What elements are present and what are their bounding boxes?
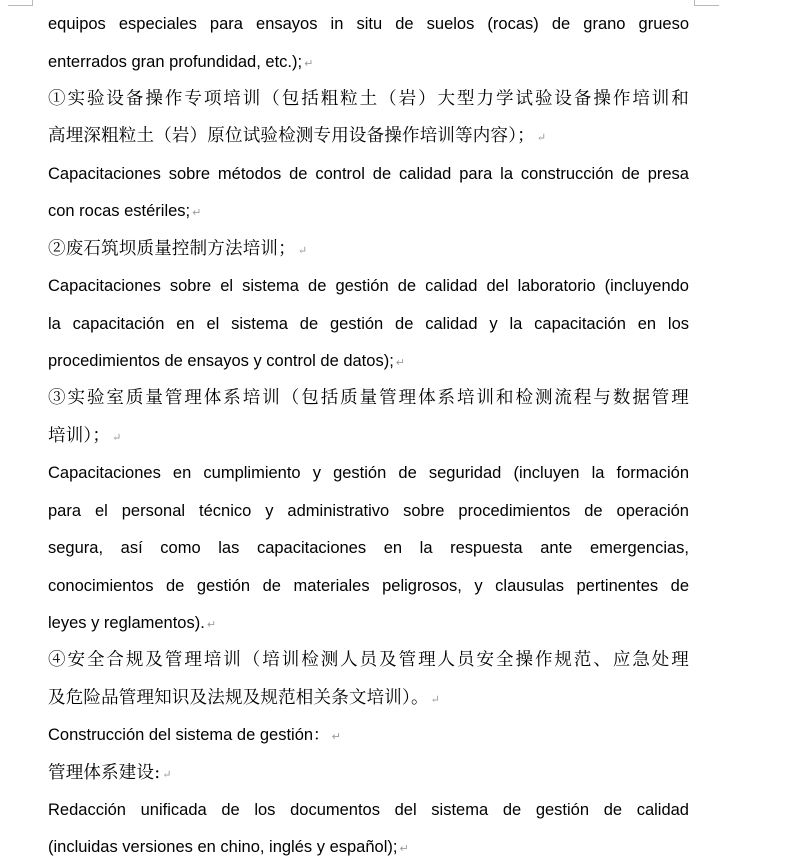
paragraph-mark-icon: ↵ [206,619,217,631]
text-line: segura, así como las capacitaciones en la respuesta ante emergencias, [48,539,689,557]
text-line: Capacitaciones en cumplimiento y gestión de seguridad (incluyen la formación [48,464,689,482]
paragraph-mark-icon: ↵ [192,207,202,219]
paragraph-mark-icon: ↵ [399,843,409,855]
text-line: para el personal técnico y administrativo sobre procedimientos de operación [48,502,689,520]
text-line: 高埋深粗粒土（岩）原位试验检测专用设备操作培训等内容）； ↵ [48,126,547,146]
text-line: procedimientos de ensayos y control de datos); ↵ [48,352,405,370]
text-line: Construcción del sistema de gestión： ↵ [48,726,341,744]
paragraph-mark-icon: ↵ [112,431,122,444]
paragraph-mark-icon: ↵ [331,731,341,743]
text-line: ④安全合规及管理培训（培训检测人员及管理人员安全操作规范、应急处理 [48,650,689,670]
text-line: (incluidas versiones en chino, inglés y español); ↵ [48,838,409,856]
text-line: equipos especiales para ensayos in situ de suelos (rocas) de grano grueso [48,15,689,33]
paragraph-mark-icon: ↵ [395,357,405,369]
text-line: Redacción unificada de los documentos del sistema de gestión de calidad [48,801,689,819]
text-line: 管理体系建设: ↵ [48,763,172,783]
page-corner-left [8,0,33,6]
paragraph-mark-icon: ↵ [304,58,314,70]
text-line: con rocas estériles; ↵ [48,202,202,220]
text-line: conocimientos de gestión de materiales peligrosos, y clausulas pertinentes de [48,577,689,595]
text-line: ②废石筑坝质量控制方法培训； ↵ [48,239,308,259]
paragraph-mark-icon: ↵ [430,693,441,706]
text-line: ①实验设备操作专项培训（包括粗粒土（岩）大型力学试验设备操作培训和 [48,89,689,109]
paragraph-mark-icon: ↵ [536,131,547,144]
paragraph-mark-icon: ↵ [297,244,308,257]
text-line: leyes y reglamentos). ↵ [48,614,217,632]
text-line: Capacitaciones sobre el sistema de gestión de calidad del laboratorio (incluyendo [48,277,689,295]
text-line: 及危险品管理知识及法规及规范相关条文培训）。 ↵ [48,688,441,708]
text-line: enterrados gran profundidad, etc.); ↵ [48,53,314,71]
text-line: ③实验室质量管理体系培训（包括质量管理体系培训和检测流程与数据管理 [48,388,689,408]
text-line: la capacitación en el sistema de gestión de calidad y la capacitación en los [48,315,689,333]
text-line: 培训）； ↵ [48,426,122,446]
paragraph-mark-icon: ↵ [162,768,172,781]
page-corner-right [694,0,719,6]
text-line: Capacitaciones sobre métodos de control de calidad para la construcción de presa [48,165,689,183]
